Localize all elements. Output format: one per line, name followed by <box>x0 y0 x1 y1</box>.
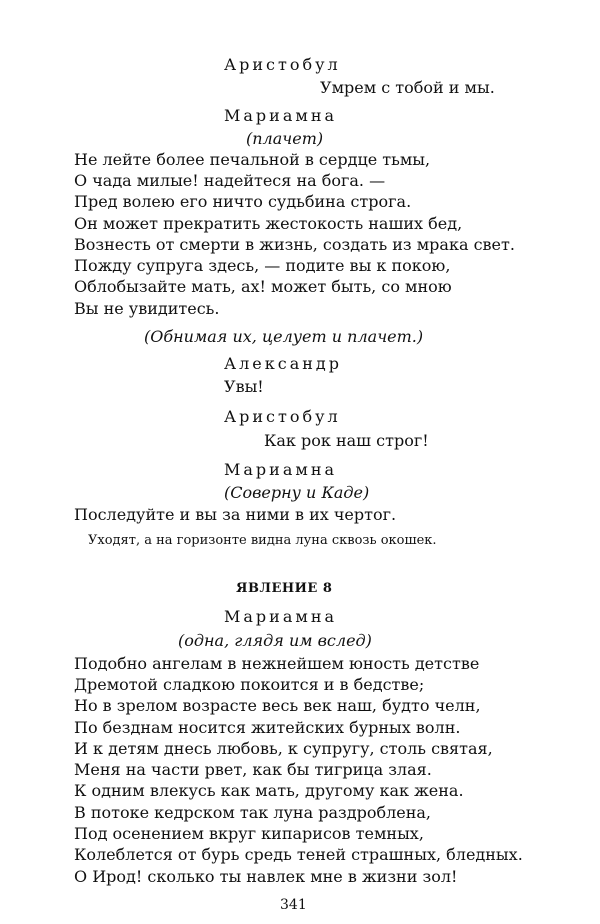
verse-line: В потоке кедрском так луна раздроблена, <box>74 802 431 822</box>
verse-line: Пред волею его ничто судьбина строга. <box>74 192 412 212</box>
speaker-name: Мариамна <box>224 460 338 480</box>
verse-line: Под осенением вкруг кипарисов темных, <box>74 823 424 843</box>
verse-line: Облобызайте мать, ах! может быть, со мною <box>74 277 452 297</box>
verse-line: Вознесть от смерти в жизнь, создать из мрака свет. <box>74 234 515 254</box>
speaker-name: Александр <box>224 353 343 373</box>
verse-line: И к детям днесь любовь, к супругу, столь святая, <box>74 738 493 758</box>
scene-heading: ЯВЛЕНИЕ 8 <box>236 581 333 597</box>
verse-line: Колеблется от бурь средь теней страшных, бледных. <box>74 845 523 865</box>
stage-note: Уходят, а на горизонте видна луна сквозь окошек. <box>88 532 437 548</box>
stage-direction: (Обнимая их, целует и плачет.) <box>144 326 424 346</box>
verse-line: О Ирод! сколько ты навлек мне в жизни зол! <box>74 866 458 886</box>
verse-line: Но в зрелом возрасте весь век наш, будто челн, <box>74 696 481 716</box>
verse-line: Пожду супруга здесь, — подите вы к покою, <box>74 256 451 276</box>
stage-direction: (Соверну и Каде) <box>224 482 370 502</box>
verse-line: Дремотой сладкою покоится и в бедстве; <box>74 675 425 694</box>
speaker-name: Мариамна <box>224 607 338 627</box>
stage-direction: (одна, глядя им вслед) <box>178 630 372 650</box>
verse-line: Умрем с тобой и мы. <box>320 78 495 98</box>
verse-line: К одним влекусь как мать, другому как жена. <box>74 781 464 801</box>
verse-line: По безднам носится житейских бурных волн. <box>74 717 461 737</box>
speaker-name: Аристобул <box>224 55 341 74</box>
verse-line: О чада милые! надейтеся на бога. — <box>74 171 386 191</box>
page-number: 341 <box>280 897 307 913</box>
verse-line: Он может прекратить жестокость наших бед, <box>74 213 463 233</box>
verse-line: Меня на части рвет, как бы тигрица злая. <box>74 760 432 780</box>
stage-direction: (плачет) <box>246 128 324 148</box>
verse-line: Увы! <box>224 377 264 397</box>
speaker-name: Аристобул <box>224 407 341 427</box>
verse-line: Подобно ангелам в нежнейшем юность детстве <box>74 653 480 673</box>
verse-line: Как рок наш строг! <box>264 431 429 451</box>
verse-line: Не лейте более печальной в сердце тьмы, <box>74 149 431 169</box>
speaker-name: Мариамна <box>224 106 338 126</box>
verse-line: Последуйте и вы за ними в их чертог. <box>74 504 397 524</box>
verse-line: Вы не увидитесь. <box>74 298 220 318</box>
